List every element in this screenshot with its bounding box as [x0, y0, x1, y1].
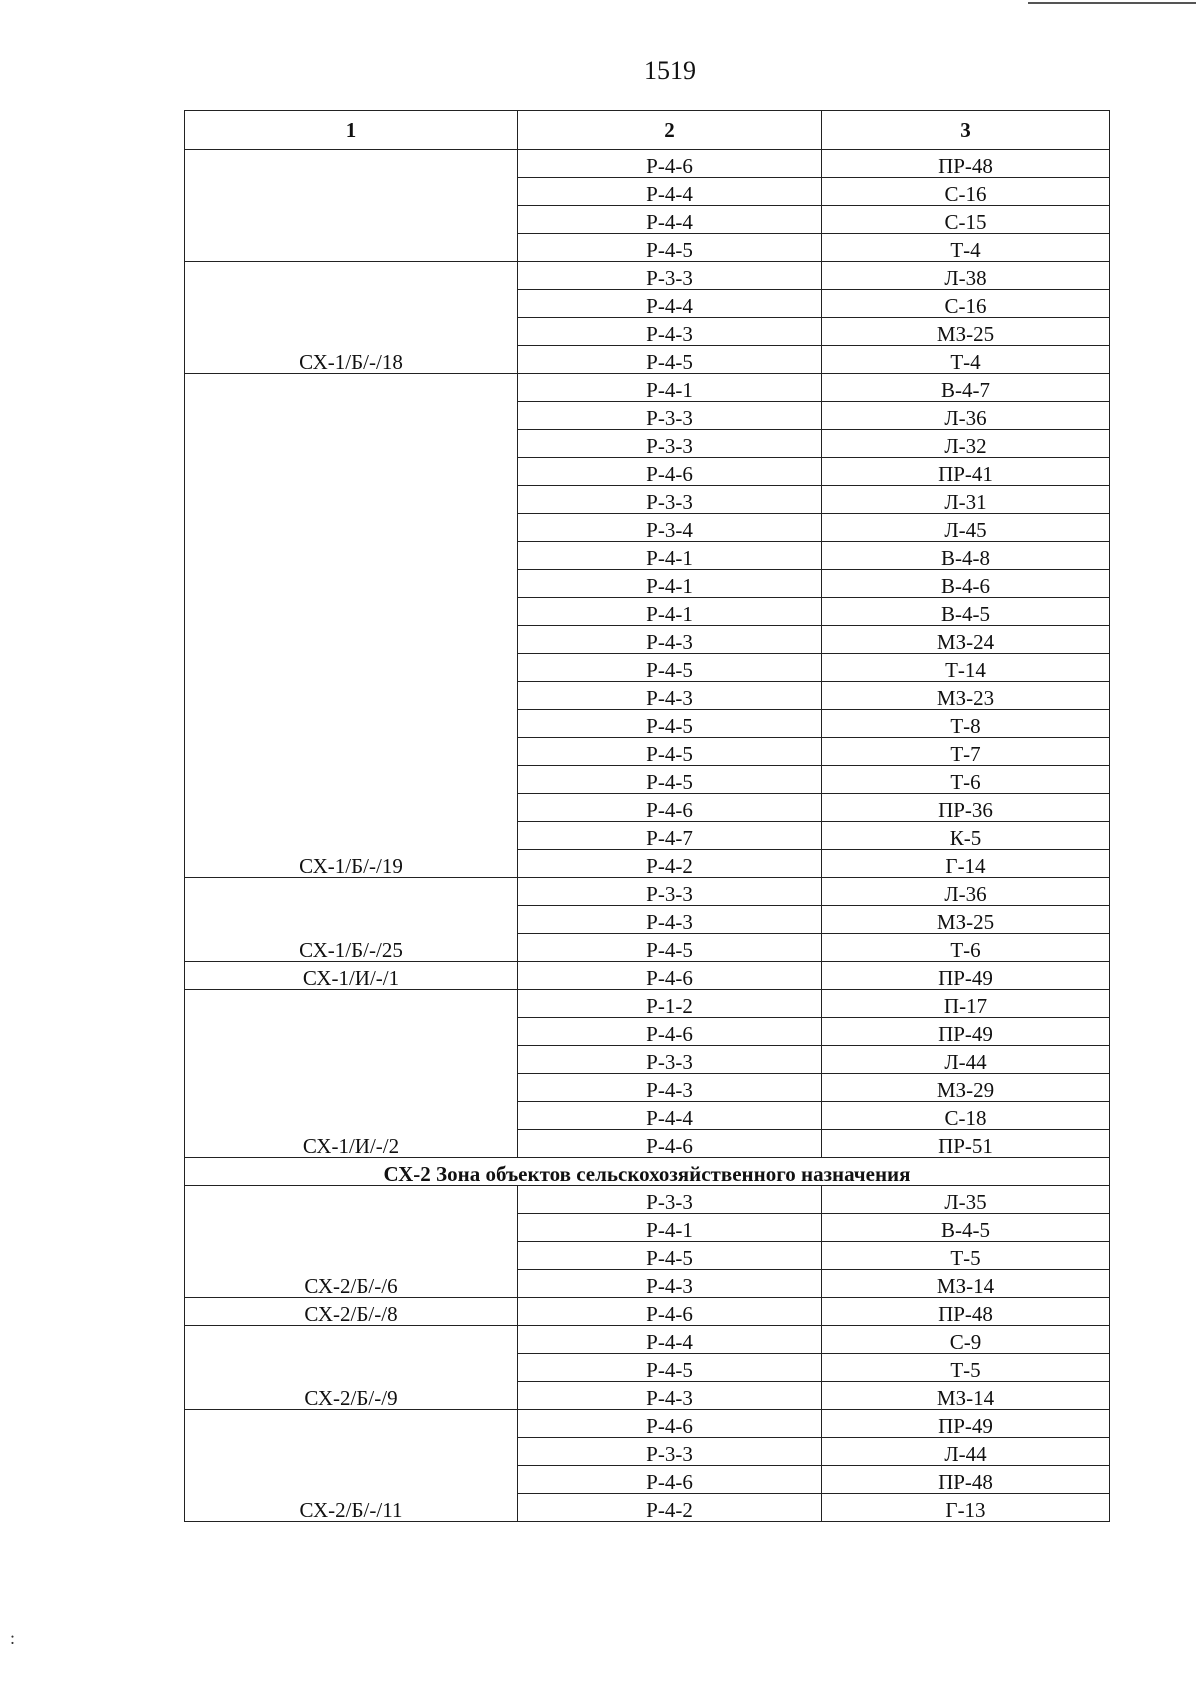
object-code-cell: В-4-8: [822, 542, 1110, 570]
regulation-code-cell: Р-4-2: [518, 1494, 822, 1522]
regulation-code-cell: Р-4-5: [518, 710, 822, 738]
object-code-cell: ПР-48: [822, 150, 1110, 178]
table-row: [185, 1298, 1110, 1326]
regulation-code-cell: Р-4-4: [518, 1102, 822, 1130]
regulation-code-cell: Р-4-6: [518, 962, 822, 990]
zone-code-cell: СХ-1/И/-/1: [185, 962, 518, 990]
regulation-code-cell: Р-3-4: [518, 514, 822, 542]
object-code-cell: Л-35: [822, 1186, 1110, 1214]
zone-code-cell: СХ-1/Б/-/18: [185, 262, 518, 374]
table-body-before: [185, 150, 1110, 1158]
regulation-code-cell: Р-4-1: [518, 1214, 822, 1242]
regulation-code-cell: Р-4-3: [518, 318, 822, 346]
object-code-cell: МЗ-25: [822, 906, 1110, 934]
zone-table: [184, 110, 1110, 1522]
zone-code-cell: СХ-1/Б/-/25: [185, 878, 518, 962]
regulation-code-cell: Р-3-3: [518, 1046, 822, 1074]
object-code-cell: С-16: [822, 290, 1110, 318]
object-code-cell: ПР-36: [822, 794, 1110, 822]
object-code-cell: Т-7: [822, 738, 1110, 766]
regulation-code-cell: Р-4-5: [518, 738, 822, 766]
regulation-code-cell: Р-3-3: [518, 1186, 822, 1214]
object-code-cell: ПР-49: [822, 962, 1110, 990]
object-code-cell: В-4-7: [822, 374, 1110, 402]
object-code-cell: МЗ-24: [822, 626, 1110, 654]
regulation-code-cell: Р-4-6: [518, 794, 822, 822]
regulation-code-cell: Р-4-5: [518, 234, 822, 262]
table-row: [185, 962, 1110, 990]
object-code-cell: ПР-49: [822, 1018, 1110, 1046]
object-code-cell: В-4-5: [822, 598, 1110, 626]
object-code-cell: Г-14: [822, 850, 1110, 878]
object-code-cell: МЗ-23: [822, 682, 1110, 710]
zone-code-cell: СХ-2/Б/-/8: [185, 1298, 518, 1326]
regulation-code-cell: Р-4-3: [518, 682, 822, 710]
table-row: [185, 990, 1110, 1018]
object-code-cell: МЗ-14: [822, 1382, 1110, 1410]
regulation-code-cell: Р-3-3: [518, 878, 822, 906]
regulation-code-cell: Р-4-5: [518, 346, 822, 374]
regulation-code-cell: Р-4-4: [518, 290, 822, 318]
object-code-cell: Л-44: [822, 1438, 1110, 1466]
object-code-cell: Т-6: [822, 766, 1110, 794]
object-code-cell: С-15: [822, 206, 1110, 234]
table-row: [185, 1326, 1110, 1354]
object-code-cell: Т-4: [822, 346, 1110, 374]
regulation-code-cell: Р-4-1: [518, 598, 822, 626]
object-code-cell: Л-44: [822, 1046, 1110, 1074]
object-code-cell: ПР-48: [822, 1466, 1110, 1494]
table-row: [185, 1186, 1110, 1214]
object-code-cell: Т-4: [822, 234, 1110, 262]
regulation-code-cell: Р-4-1: [518, 374, 822, 402]
object-code-cell: К-5: [822, 822, 1110, 850]
object-code-cell: Л-36: [822, 878, 1110, 906]
object-code-cell: ПР-51: [822, 1130, 1110, 1158]
regulation-code-cell: Р-4-7: [518, 822, 822, 850]
object-code-cell: Л-36: [822, 402, 1110, 430]
regulation-code-cell: Р-1-2: [518, 990, 822, 1018]
object-code-cell: Т-5: [822, 1354, 1110, 1382]
regulation-code-cell: Р-4-5: [518, 766, 822, 794]
regulation-code-cell: Р-4-6: [518, 1410, 822, 1438]
object-code-cell: Г-13: [822, 1494, 1110, 1522]
regulation-code-cell: Р-4-6: [518, 1018, 822, 1046]
object-code-cell: С-16: [822, 178, 1110, 206]
table-row: [185, 878, 1110, 906]
object-code-cell: С-9: [822, 1326, 1110, 1354]
regulation-code-cell: Р-4-6: [518, 1466, 822, 1494]
table-row: [185, 262, 1110, 290]
regulation-code-cell: Р-4-3: [518, 1382, 822, 1410]
regulation-code-cell: Р-4-3: [518, 626, 822, 654]
object-code-cell: П-17: [822, 990, 1110, 1018]
zone-code-cell: СХ-2/Б/-/6: [185, 1186, 518, 1298]
zone-code-cell: СХ-1/Б/-/19: [185, 374, 518, 878]
regulation-code-cell: Р-4-3: [518, 1074, 822, 1102]
object-code-cell: МЗ-14: [822, 1270, 1110, 1298]
regulation-code-cell: Р-4-1: [518, 542, 822, 570]
column-header-1: 1: [185, 111, 518, 150]
regulation-code-cell: Р-3-3: [518, 262, 822, 290]
regulation-code-cell: Р-4-2: [518, 850, 822, 878]
object-code-cell: Т-8: [822, 710, 1110, 738]
page-number: 1519: [644, 56, 696, 85]
object-code-cell: Л-38: [822, 262, 1110, 290]
table-body-after: [185, 1186, 1110, 1522]
object-code-cell: Л-45: [822, 514, 1110, 542]
regulation-code-cell: Р-4-5: [518, 934, 822, 962]
regulation-code-cell: Р-4-6: [518, 458, 822, 486]
regulation-code-cell: Р-4-5: [518, 654, 822, 682]
regulation-code-cell: Р-4-6: [518, 150, 822, 178]
object-code-cell: ПР-48: [822, 1298, 1110, 1326]
zone-code-cell: [185, 150, 518, 262]
margin-mark: :: [10, 1628, 16, 1648]
column-header-2: 2: [518, 111, 822, 150]
table-row: [185, 1410, 1110, 1438]
object-code-cell: С-18: [822, 1102, 1110, 1130]
object-code-cell: Т-5: [822, 1242, 1110, 1270]
object-code-cell: Л-32: [822, 430, 1110, 458]
section-row: [185, 1158, 1110, 1186]
column-header-3: 3: [822, 111, 1110, 150]
regulation-code-cell: Р-4-6: [518, 1298, 822, 1326]
header-row: [185, 111, 1110, 150]
regulation-code-cell: Р-4-4: [518, 178, 822, 206]
zone-code-cell: СХ-1/И/-/2: [185, 990, 518, 1158]
regulation-code-cell: Р-3-3: [518, 486, 822, 514]
regulation-code-cell: Р-4-4: [518, 206, 822, 234]
regulation-code-cell: Р-3-3: [518, 402, 822, 430]
object-code-cell: МЗ-29: [822, 1074, 1110, 1102]
object-code-cell: МЗ-25: [822, 318, 1110, 346]
regulation-code-cell: Р-4-5: [518, 1242, 822, 1270]
object-code-cell: ПР-41: [822, 458, 1110, 486]
regulation-code-cell: Р-4-3: [518, 906, 822, 934]
zone-code-cell: СХ-2/Б/-/9: [185, 1326, 518, 1410]
regulation-code-cell: Р-3-3: [518, 1438, 822, 1466]
object-code-cell: В-4-5: [822, 1214, 1110, 1242]
regulation-code-cell: Р-4-4: [518, 1326, 822, 1354]
object-code-cell: Т-6: [822, 934, 1110, 962]
object-code-cell: Т-14: [822, 654, 1110, 682]
table-row: [185, 374, 1110, 402]
regulation-code-cell: Р-4-5: [518, 1354, 822, 1382]
top-rule: [1028, 2, 1196, 4]
table-row: [185, 150, 1110, 178]
regulation-code-cell: Р-4-1: [518, 570, 822, 598]
regulation-code-cell: Р-3-3: [518, 430, 822, 458]
object-code-cell: В-4-6: [822, 570, 1110, 598]
object-code-cell: Л-31: [822, 486, 1110, 514]
object-code-cell: ПР-49: [822, 1410, 1110, 1438]
zone-code-cell: СХ-2/Б/-/11: [185, 1410, 518, 1522]
regulation-code-cell: Р-4-6: [518, 1130, 822, 1158]
section-title: СХ-2 Зона объектов сельскохозяйственного назначения: [185, 1158, 1110, 1186]
regulation-code-cell: Р-4-3: [518, 1270, 822, 1298]
